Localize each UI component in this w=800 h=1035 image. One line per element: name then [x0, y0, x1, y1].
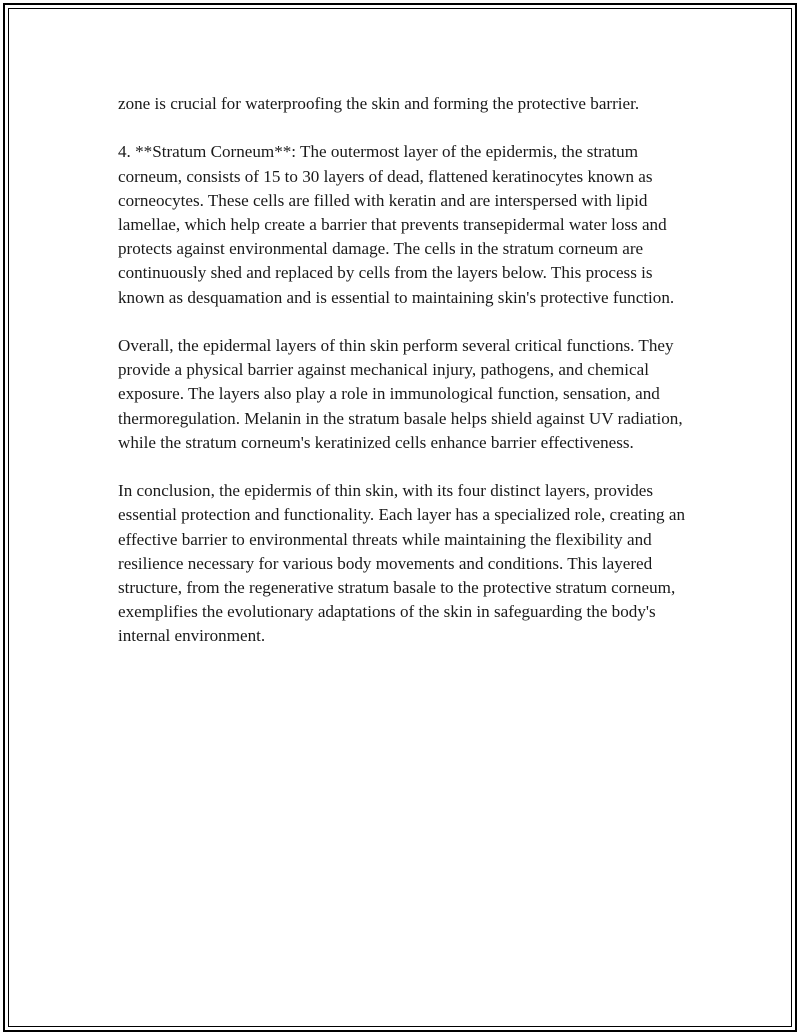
paragraph-conclusion: In conclusion, the epidermis of thin skin, with its four distinct layers, provides essential protection and functionality. Each layer has a specialized role, creating an effective barrier to environmental threats while maintaining the flexibility and resilience necessary for various body movements and conditions. This layered structure, from the regenerative stratum basale to the protective stratum corneum, exemplifies the evolutionary adaptations of the skin in safeguarding the body's internal environment. [118, 481, 686, 646]
paragraph-stratum-corneum: 4. **Stratum Corneum**: The outermost layer of the epidermis, the stratum corneum, consists of 15 to 30 layers of dead, flattened keratinocytes known as corneocytes. These cells are filled with keratin and are interspersed with lipid lamellae, which help create a barrier that prevents transepidermal water loss and protects against environmental damage. The cells in the stratum corneum are continuously shed and replaced by cells from the layers below. This process is known as desquamation and is essential to maintaining skin's protective function. [118, 142, 675, 307]
paragraph-overall-functions: Overall, the epidermal layers of thin skin perform several critical functions. They provide a physical barrier against mechanical injury, pathogens, and chemical exposure. The layers also play a role in immunological function, sensation, and thermoregulation. Melanin in the stratum basale helps shield against UV radiation, while the stratum corneum's keratinized cells enhance barrier effectiveness. [118, 336, 683, 452]
document-body [118, 92, 688, 673]
paragraph-continuation: zone is crucial for waterproofing the skin and forming the protective barrier. [118, 94, 640, 113]
